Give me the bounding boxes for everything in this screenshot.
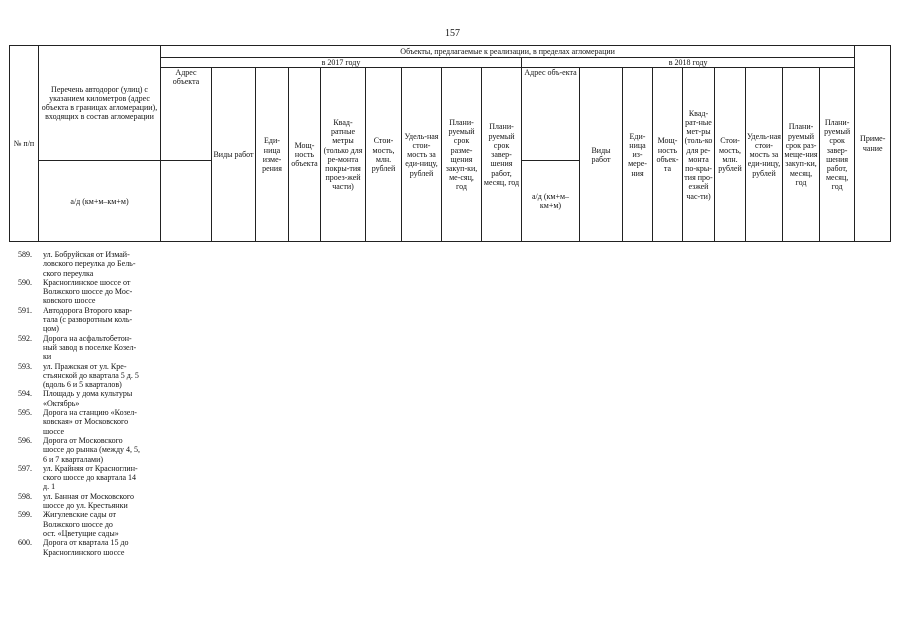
road-description-line: ул. Крайняя от Красноглин- <box>43 463 138 473</box>
list-item <box>12 464 172 492</box>
road-description <box>43 362 165 390</box>
y2017-address-subheader <box>161 161 212 242</box>
road-description-line: д. 1 <box>43 482 56 492</box>
road-description-line: Дорога на асфальтобетон- <box>43 333 132 343</box>
road-description <box>43 334 165 362</box>
road-description-line: 6 и 7 кварталами) <box>43 454 104 464</box>
road-list <box>12 250 172 557</box>
list-item <box>12 492 172 511</box>
road-description-line: шоссе до ул. Крестьянки <box>43 501 128 511</box>
y2018-plan-finish-header: Плани-руемый срок завер-шения работ, месяц, год <box>820 68 855 242</box>
col-roads-subheader: а/д (км+м–км+м) <box>39 161 161 242</box>
road-description-line: ул. Бобруйская от Измай- <box>43 250 130 259</box>
road-description-line: «Октябрь» <box>43 398 80 408</box>
road-description-line: Жигулевские сады от <box>43 510 116 520</box>
road-description-line: Дорога на станцию «Козел- <box>43 408 137 418</box>
road-description <box>43 306 165 334</box>
road-description-line: (вдоль 6 и 5 кварталов) <box>43 380 122 390</box>
col-number-header: № п/п <box>10 46 39 242</box>
list-item <box>12 306 172 334</box>
road-description-line: Волжского шоссе до <box>43 519 113 529</box>
list-item <box>12 436 172 464</box>
y2017-plan-finish-header: Плани-руемый срок завер-шения работ, месяц, год <box>482 68 522 242</box>
y2018-plan-purchase-header: Плани-руемый срок раз-меще-ния закуп-ки, месяц, год <box>783 68 820 242</box>
y2018-address-header: Адрес объ-екта <box>522 68 580 161</box>
list-item <box>12 250 172 278</box>
road-description-line: Красноглинское шоссе от <box>43 277 131 287</box>
road-description-line: ост. «Цветущие сады» <box>43 528 119 538</box>
road-description-line: шоссе до рынка (между 4, 5, <box>43 445 141 455</box>
y2017-area-header: Квад-ратные метры (только для ре-монта покры-тия проез-жей части) <box>321 68 366 242</box>
road-description-line: ковского шоссе <box>43 296 96 306</box>
road-description <box>43 492 165 511</box>
year-2017-header: в 2017 году <box>161 58 522 68</box>
y2018-unit-cost-header: Удель-ная стои-мость за еди-ницу, рублей <box>746 68 783 242</box>
road-description-line: тала (с разворотным коль- <box>43 315 133 325</box>
list-item <box>12 389 172 408</box>
y2017-unit-cost-header: Удель-ная стои-мость за еди-ницу, рублей <box>402 68 442 242</box>
row-number: 599. <box>18 510 32 520</box>
list-item <box>12 362 172 390</box>
road-description <box>43 250 165 278</box>
col-note-header: Приме-чание <box>855 46 891 242</box>
row-number: 595. <box>18 408 32 418</box>
y2018-capacity-header: Мощ-ность объек-та <box>653 68 683 242</box>
road-description-line: Дорога от квартала 15 до <box>43 538 129 548</box>
agglomeration-table-header <box>9 45 891 242</box>
road-description-line: ный завод в поселке Козел- <box>43 342 137 352</box>
y2018-address-subheader: а/д (км+м–км+м) <box>522 161 580 242</box>
road-description-line: Дорога от Московского <box>43 435 123 445</box>
year-2018-header: в 2018 году <box>522 58 855 68</box>
y2018-works-header: Виды работ <box>580 68 623 242</box>
row-number: 594. <box>18 389 32 399</box>
road-description-line: стьянской до квартала 5 д. 5 <box>43 370 139 380</box>
row-number: 589. <box>18 250 32 259</box>
road-description-line: Автодорога Второго квар- <box>43 305 132 315</box>
row-number: 592. <box>18 333 32 343</box>
y2017-cost-header: Стои-мость, млн. рублей <box>366 68 402 242</box>
list-item <box>12 408 172 436</box>
list-item <box>12 538 172 557</box>
road-description-line: Красноглинского шоссе <box>43 547 125 557</box>
road-description-line: ского переулка <box>43 268 94 278</box>
col-roads-header: Перечень автодорог (улиц) с указанием километров (адрес объекта в границах агломерации), входящих в состав агломерации <box>39 46 161 161</box>
row-number: 591. <box>18 305 32 315</box>
page-number: 157 <box>445 28 460 39</box>
road-description <box>43 436 165 464</box>
row-number: 593. <box>18 361 32 371</box>
road-description-line: Площадь у дома культуры <box>43 389 133 399</box>
road-description <box>43 389 165 408</box>
road-description <box>43 510 165 538</box>
row-number: 596. <box>18 435 32 445</box>
road-description-line: ул. Пражская от ул. Кре- <box>43 361 127 371</box>
y2017-plan-purchase-header: Плани-руемый срок разме-щения закуп-ки, ме-сяц, год <box>442 68 482 242</box>
road-description-line: ского шоссе до квартала 14 <box>43 473 137 483</box>
road-description <box>43 538 165 557</box>
list-item <box>12 510 172 538</box>
list-item <box>12 278 172 306</box>
road-description-line: ки <box>43 352 52 362</box>
road-description <box>43 278 165 306</box>
road-description-line: ковская» от Московского <box>43 417 129 427</box>
list-item <box>12 334 172 362</box>
road-description <box>43 464 165 492</box>
road-description <box>43 408 165 436</box>
road-description-line: Волжского шоссе до Мос- <box>43 287 133 297</box>
y2018-cost-header: Стои-мость, млн. рублей <box>715 68 746 242</box>
y2017-capacity-header: Мощ-ность объекта <box>289 68 321 242</box>
row-number: 590. <box>18 277 32 287</box>
y2017-unit-header: Еди-ница изме-рения <box>256 68 289 242</box>
road-description-line: цом) <box>43 324 59 334</box>
road-description-line: ул. Банная от Московского <box>43 491 134 501</box>
row-number: 598. <box>18 491 32 501</box>
y2017-address-header: Адрес объекта <box>161 68 212 161</box>
road-description-line: ловского переулка до Бель- <box>43 259 136 269</box>
row-number: 597. <box>18 463 32 473</box>
y2018-area-header: Квад-рат-ные мет-ры (толь-ко для ре-монта по-кры-тия про-езжей час-ти) <box>683 68 715 242</box>
y2017-works-header: Виды работ <box>212 68 256 242</box>
col-objects-header: Объекты, предлагаемые к реализации, в пределах агломерации <box>161 46 855 58</box>
row-number: 600. <box>18 538 32 548</box>
road-description-line: шоссе <box>43 426 65 436</box>
y2018-unit-header: Еди-ница из-мере-ния <box>623 68 653 242</box>
